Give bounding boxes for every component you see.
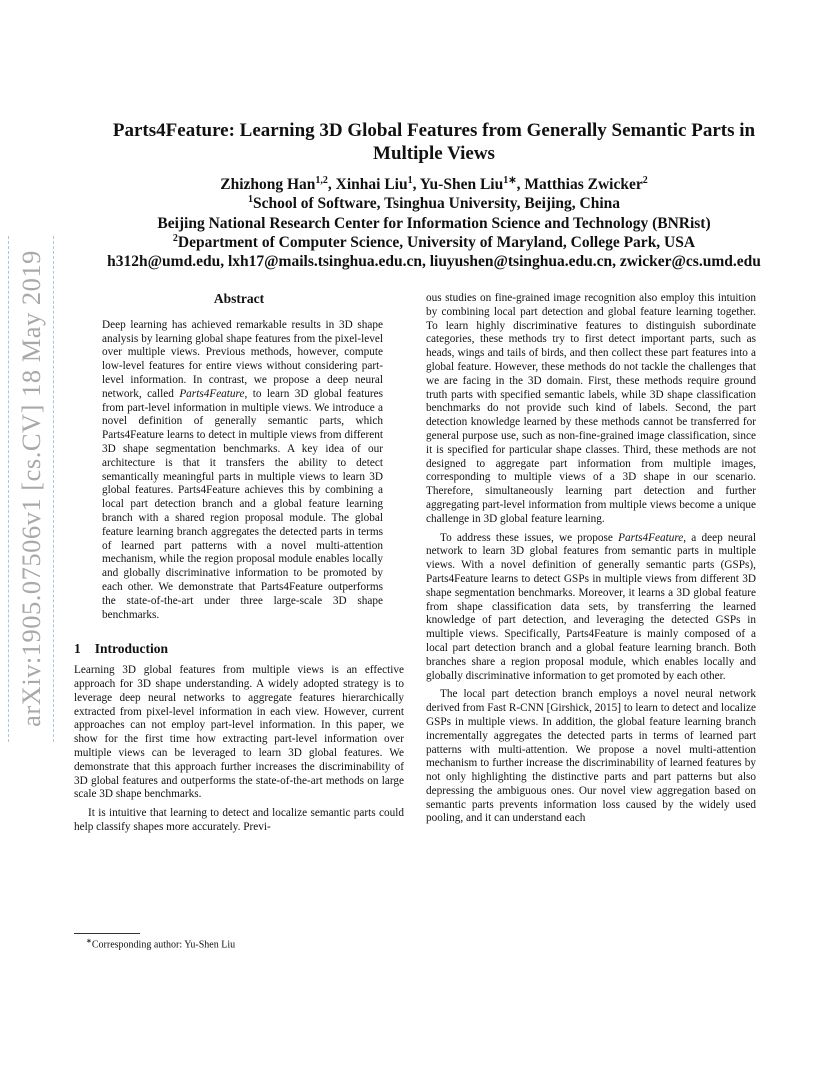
author-name: , Matthias Zwicker: [516, 176, 643, 193]
affiliation-1b: Beijing National Research Center for Information Science and Technology (BNRist): [157, 214, 711, 232]
section-heading-introduction: [74, 642, 404, 656]
author-block: [60, 175, 808, 271]
paragraph-text-part: , a deep neural network to learn 3D global features from semantic parts in multiple views. With a novel definition of generally semantic parts (GSPs), Parts4Feature learns to detect GSPs in multiple views from different 3D shape segmentation benchmarks. Moreover, it learns a 3D global feature from shape classification data sets, by transferring the learned knowledge of part detection, and leveraging the detected GSPs in multiple views. Specifically, Parts4Feature is mainly composed of a local part detection branch and a global feature learning branch. Both branches share a region proposal module, which enables locally and globally discriminative information to get promoted by each other.: [426, 531, 756, 682]
author-affiliation-mark: 2: [642, 174, 648, 186]
method-name: Parts4Feature: [179, 387, 245, 400]
section-title: Introduction: [94, 641, 169, 657]
left-column: [74, 292, 404, 835]
author-name: Zhizhong Han: [220, 176, 316, 193]
affiliation-mark: 2: [172, 232, 178, 244]
intro-paragraph-3: [426, 532, 756, 684]
intro-paragraph-4: The local part detection branch employs a novel neural network derived from Fast R-CNN [Girshick, 2015] to learn to detect and localize GSPs in multiple views. In addition, the global feature learning branch incrementally aggregates the detected parts in terms of learned part patterns with multi-attention. We propose a novel multi-attention mechanism to further increase the discriminability of learned features by not only highlighting the distinctive parts and part patterns but also depressing the ambiguous ones. Our novel view aggregation based on semantic parts prevents information loss caused by the widely used pooling, and it can understand each: [426, 688, 756, 825]
affiliation-text: Department of Computer Science, University of Maryland, College Park, USA: [177, 233, 696, 251]
method-name: Parts4Feature: [618, 531, 684, 544]
section-number: 1: [74, 641, 81, 657]
title-line-2: Multiple Views: [373, 143, 495, 164]
author-affiliation-mark: 1∗: [503, 174, 517, 186]
paragraph-text-part: To address these issues, we propose: [440, 531, 619, 544]
affiliation-text: School of Software, Tsinghua University, Beijing, China: [252, 195, 621, 213]
abstract-text-part: Deep learning has achieved remarkable results in 3D shape analysis by learning global shape features from the pixel-level over multiple views. Previous methods, however, compute low-level features for entire views without considering part-level information. In contrast, we propose a deep neural network, called: [102, 318, 383, 400]
intro-paragraph-1: Learning 3D global features from multiple views is an effective approach for 3D shape understanding. A widely adopted strategy is to leverage deep neural networks to aggregate features hierarchically extracted from pixel-level information in each view. However, current approaches can not employ part-level information. In this paper, we show for the first time how extracting part-level information over multiple views can be leveraged to learn 3D global features. We demonstrate that this approach further increases the discriminability of 3D global features and outperforms the state-of-the-art methods on large scale 3D shape benchmarks.: [74, 664, 404, 801]
author-name: , Xinhai Liu: [327, 176, 408, 193]
author-name: , Yu-Shen Liu: [412, 176, 504, 193]
footnote-rule: [74, 933, 140, 934]
right-column: [426, 292, 756, 826]
intro-paragraph-2-cont: ous studies on fine-grained image recognition also employ this intuition by combining local part detection and global feature learning together. To learn highly discriminative features to distinguish subordinate categories, these methods try to first detect important parts, such as heads, wings and tails of birds, and then collect these part features into a global feature. However, these methods do not tackle the challenges that we are facing in the 3D domain. First, these methods require ground truth parts with specified semantic labels, while 3D shape classification benchmarks do not provide such kind of labels. Second, the part detection knowledge learned by these methods cannot be transferred for general purpose use, such as non-fine-grained image classification, since it is specified for particular shape classes. Third, these methods are not designed to aggregate part information from multiple images, corresponding to multiple views of a 3D shape in our scenario. Therefore, simultaneously learning part detection and further aggregating part-level information from multiple views become a unique challenge in 3D global feature learning.: [426, 292, 756, 525]
abstract-text: [74, 319, 404, 623]
affiliation-1: [60, 194, 808, 213]
author-emails: h312h@umd.edu, lxh17@mails.tsinghua.edu.cn, liuyushen@tsinghua.edu.cn, zwicker@cs.umd.edu: [107, 253, 761, 271]
arxiv-identifier: arXiv:1905.07506v1 [cs.CV] 18 May 2019: [15, 249, 46, 727]
affiliation-2: [60, 233, 808, 252]
intro-paragraph-2-start: It is intuitive that learning to detect and localize semantic parts could help classify shapes more accurately. Previ-: [74, 807, 404, 833]
abstract-text-part: , to learn 3D global features from part-level information in multiple views. We introduce a novel definition of generally semantic parts, which Parts4Feature learns to detect in multiple views from different 3D shape segmentation benchmarks. A key idea of our architecture is that it transfers the ability to detect semantically meaningful parts in multiple views to learn 3D global features. Parts4Feature achieves this by combining a local part detection branch and a global feature learning branch with a shared region proposal module. The global feature learning branch aggregates the detected parts in terms of learned part patterns with a novel multi-attention mechanism, while the region proposal module enables locally and globally discriminative information to be promoted by each other. We demonstrate that Parts4Feature outperforms the state-of-the-art under three large-scale 3D shape benchmarks.: [102, 387, 383, 621]
footnote: [86, 937, 235, 950]
title-line-1: Parts4Feature: Learning 3D Global Features from Generally Semantic Parts in: [112, 120, 756, 141]
footnote-text: Corresponding author: Yu-Shen Liu: [91, 939, 236, 951]
arxiv-stamp: [14, 236, 48, 740]
author-affiliation-mark: 1,2: [315, 174, 328, 186]
author-line: [60, 175, 808, 194]
abstract-heading: Abstract: [213, 291, 265, 306]
author-affiliation-mark: 1: [407, 174, 413, 186]
footnote-mark: ∗: [86, 937, 92, 945]
affiliation-mark: 1: [247, 194, 253, 206]
paper-title: [70, 119, 798, 165]
